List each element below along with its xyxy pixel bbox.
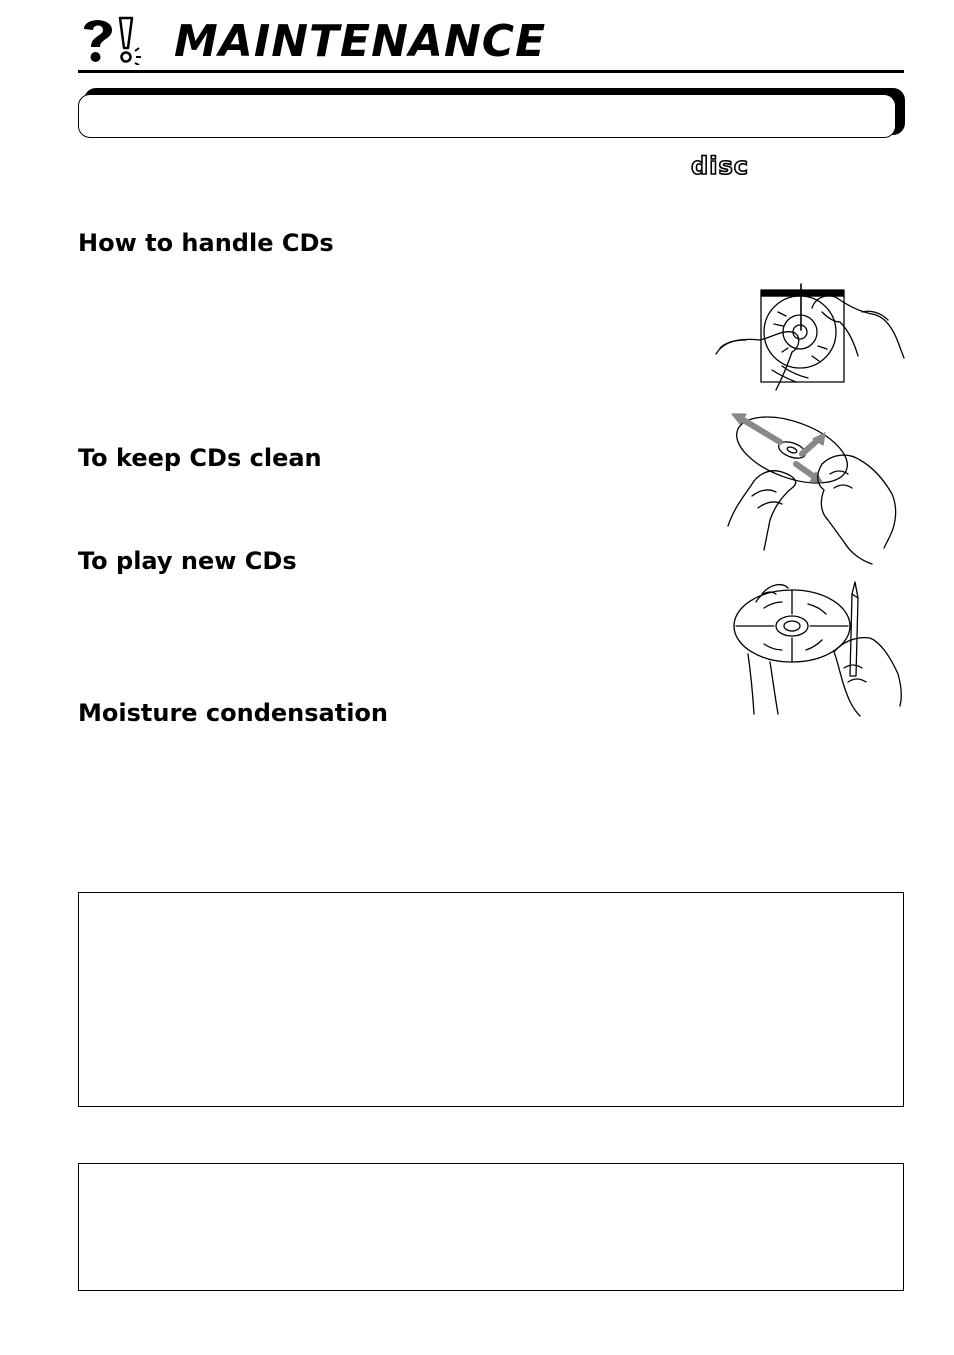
heading-keep-cds-clean: To keep CDs clean [78, 444, 322, 472]
page-title: MAINTENANCE [174, 16, 547, 67]
notice-box-2 [78, 1163, 904, 1291]
heading-play-new-cds: To play new CDs [78, 547, 297, 575]
hand-checking-new-cd-rim-icon [730, 578, 908, 718]
hand-holding-cd-center-icon [712, 282, 912, 400]
notice-box-1 [78, 892, 904, 1107]
heading-handle-cds: How to handle CDs [78, 229, 334, 257]
compact-disc-logo [690, 152, 750, 180]
svg-text:disc: disc [691, 152, 749, 180]
question-exclamation-icon [78, 15, 148, 65]
heading-moisture-condensation: Moisture condensation [78, 699, 389, 727]
hands-wiping-cd-icon [724, 408, 902, 568]
section-banner [78, 94, 896, 138]
title-rule [78, 70, 904, 73]
